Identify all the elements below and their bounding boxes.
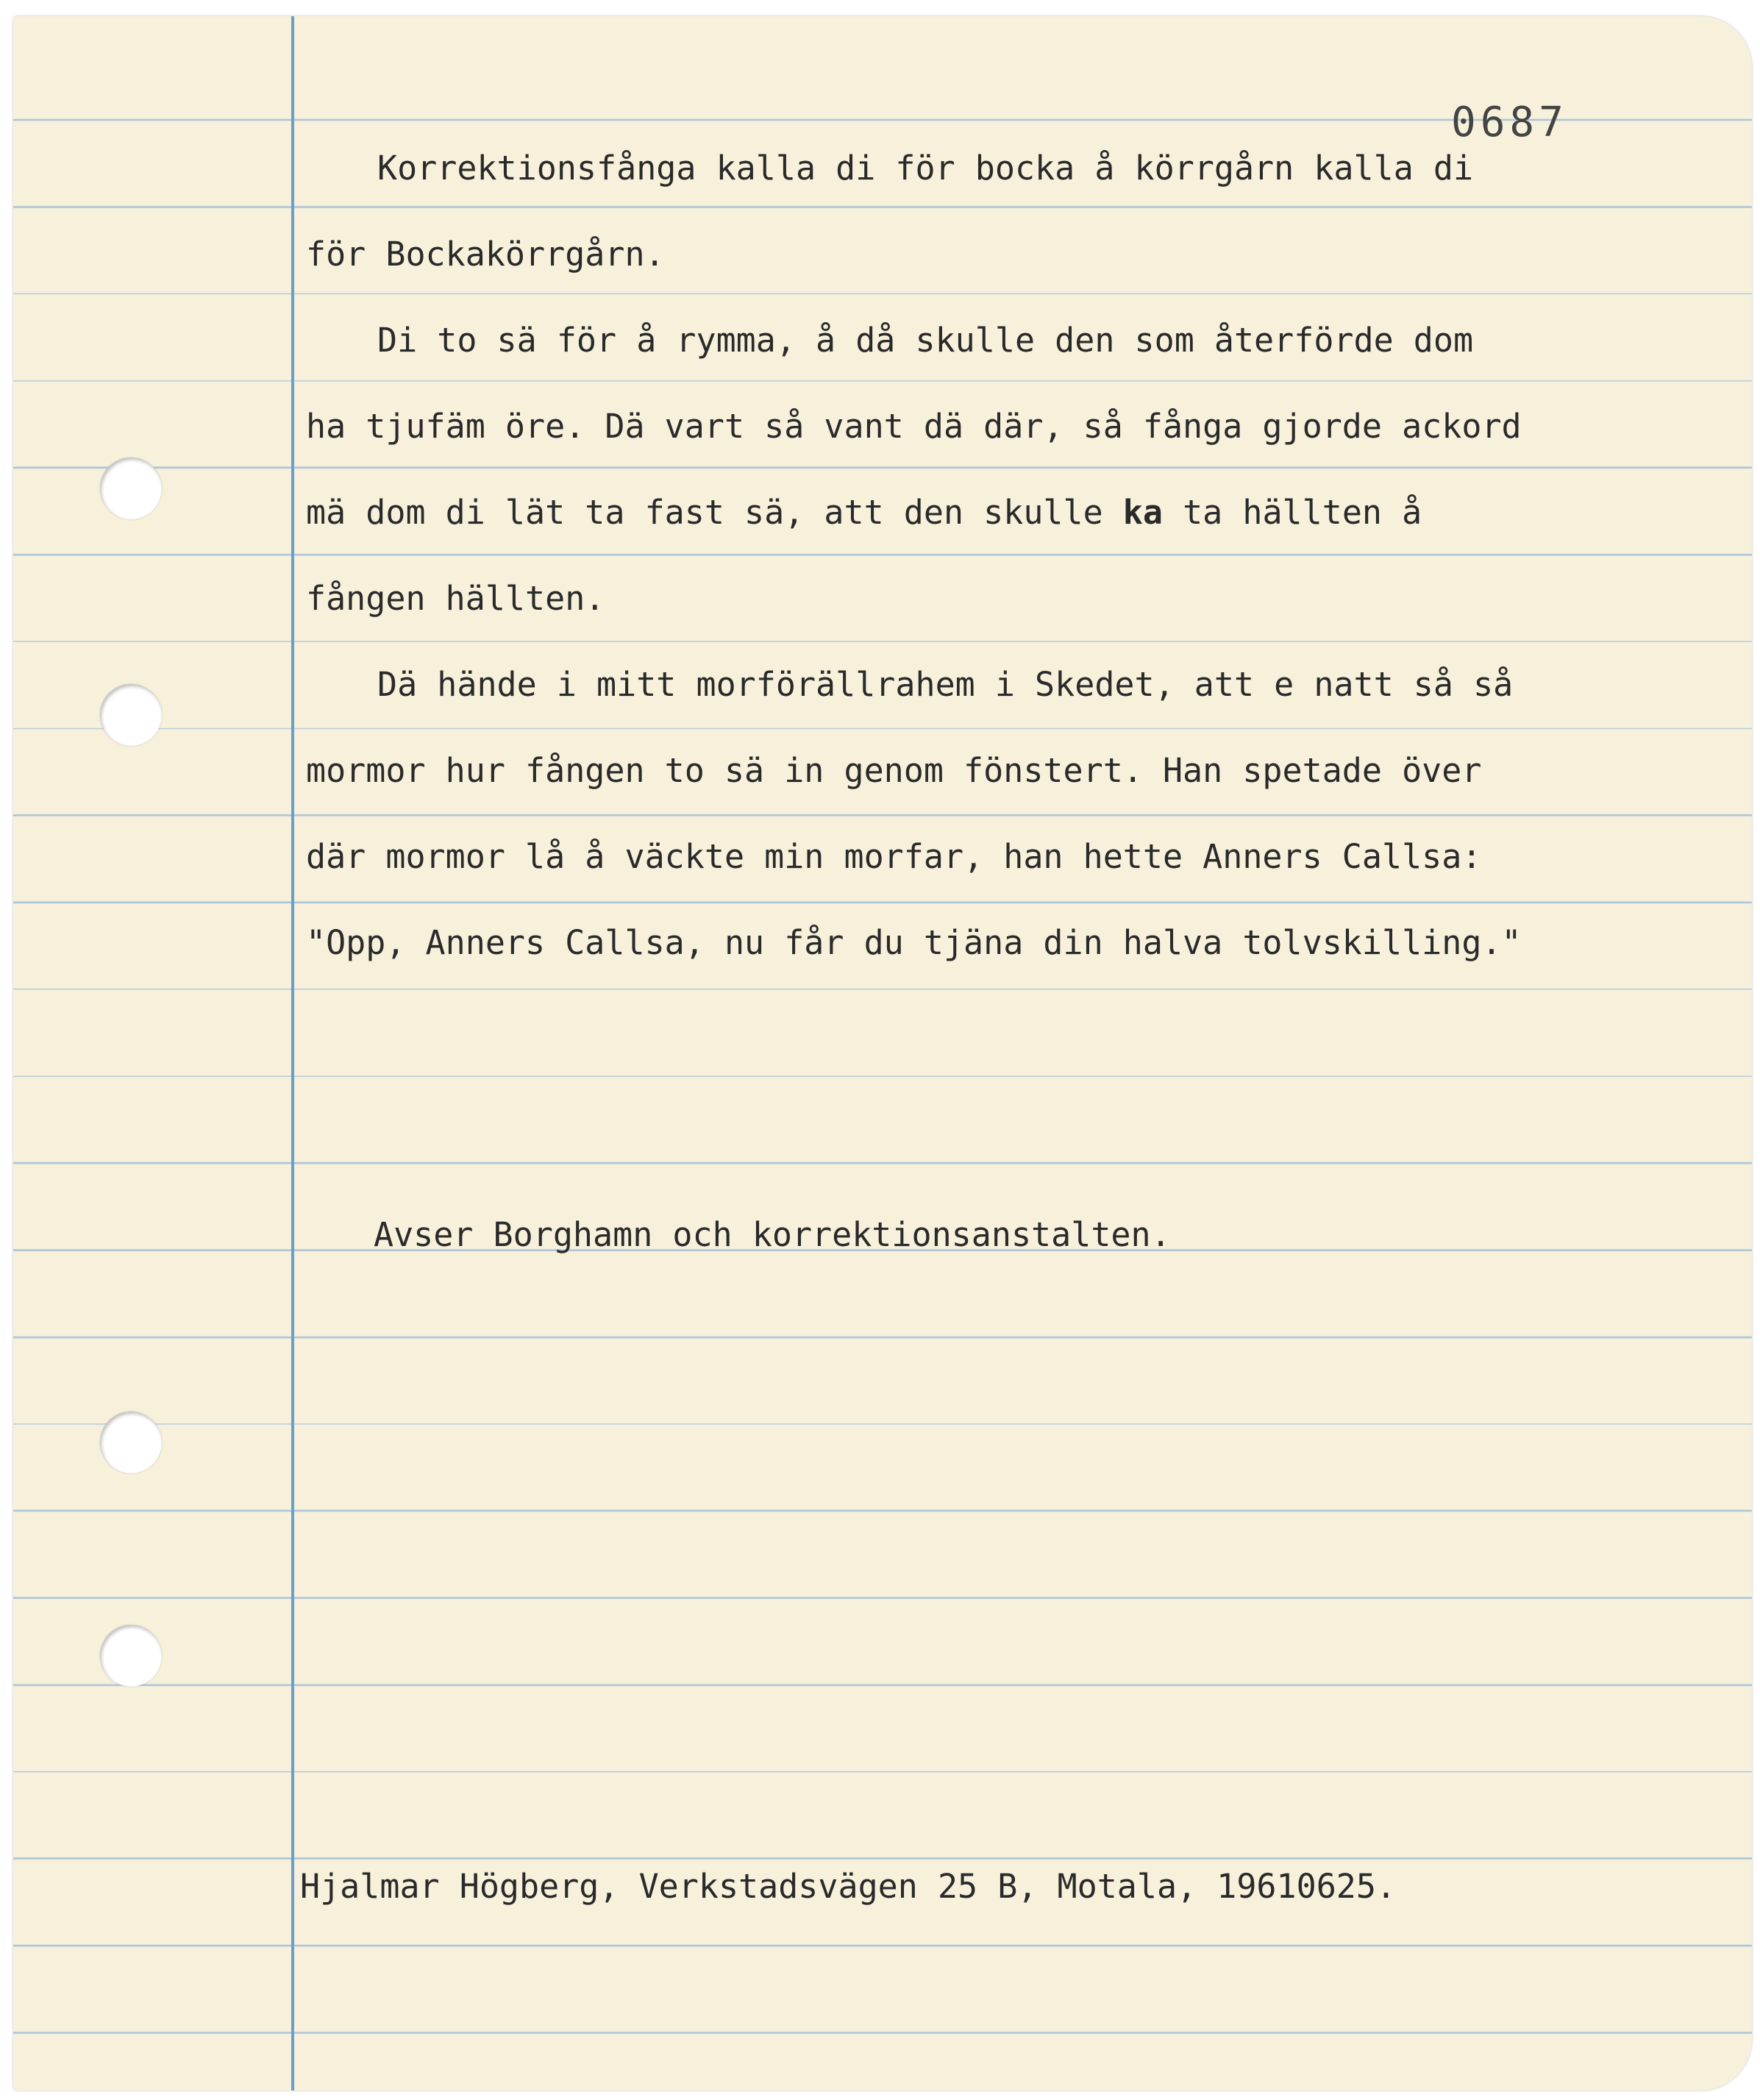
- text-line: "Opp, Anners Callsa, nu får du tjäna din halva tolvskilling.": [306, 923, 1522, 962]
- text-line: Dä hände i mitt morförällrahem i Skedet, att e natt så så: [377, 665, 1514, 704]
- text-line: mormor hur fången to sä in genom fönstert. Han spetade över: [306, 751, 1482, 790]
- index-card: [13, 16, 1752, 2090]
- punch-hole: [100, 1412, 162, 1473]
- punch-hole: [100, 1625, 162, 1687]
- text-line: för Bockakörrgårn.: [306, 235, 665, 274]
- signature-line: Hjalmar Högberg, Verkstadsvägen 25 B, Motala, 19610625.: [300, 1867, 1397, 1906]
- text-line: [306, 493, 1422, 532]
- text-fragment: ta hällten å: [1183, 493, 1422, 532]
- text-line: där mormor lå å väckte min morfar, han hette Anners Callsa:: [306, 837, 1482, 876]
- margin-line: [291, 16, 294, 2090]
- note-line: Avser Borghamn och korrektionsanstalten.: [374, 1215, 1171, 1254]
- text-line: Korrektionsfånga kalla di för bocka å körrgårn kalla di: [377, 149, 1474, 188]
- page-number: 0687: [1451, 99, 1568, 146]
- punch-hole: [100, 684, 162, 746]
- text-line: fången hällten.: [306, 579, 605, 618]
- punch-hole: [100, 458, 162, 519]
- overstruck-text: ka: [1122, 493, 1163, 532]
- text-line: Di to sä för å rymma, å då skulle den som återförde dom: [377, 321, 1474, 360]
- text-line: ha tjufäm öre. Dä vart så vant dä där, så fånga gjorde ackord: [306, 407, 1522, 446]
- text-fragment: mä dom di lät ta fast sä, att den skulle: [306, 493, 1103, 532]
